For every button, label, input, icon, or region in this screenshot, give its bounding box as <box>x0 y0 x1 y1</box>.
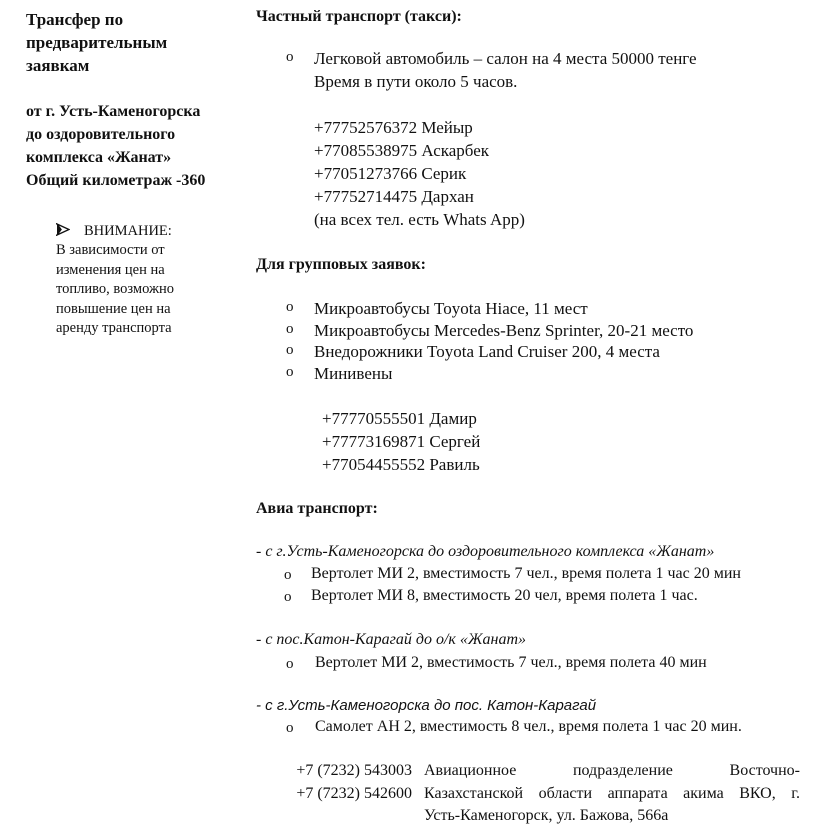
title-line: предварительным <box>26 33 168 52</box>
bullet-icon: o <box>286 656 294 672</box>
bullet-icon: o <box>286 299 294 315</box>
bullet-icon: o <box>286 720 294 736</box>
avia-item: Вертолет МИ 2, вместимость 7 чел., время полета 1 час 20 мин <box>311 565 741 582</box>
aviation-phones <box>262 760 412 805</box>
avia-route: - с г.Усть-Каменогорска до оздоровительного комплекса «Жанат» <box>256 543 715 560</box>
avia-route: - с г.Усть-Каменогорска до пос. Катон-Карагай <box>256 697 597 714</box>
phone-number: +7 (7232) 542600 <box>296 784 412 802</box>
warning-line: В зависимости от <box>56 242 165 258</box>
avia-item: Самолет АН 2, вместимость 8 чел., время полета 1 час 20 мин. <box>315 718 742 735</box>
bullet-icon: o <box>286 49 294 65</box>
route-line: Общий километраж -360 <box>26 172 206 189</box>
phone-number: +7 (7232) 543003 <box>296 762 412 779</box>
private-heading: Частный транспорт (такси): <box>256 8 462 25</box>
title-line: заявкам <box>26 56 90 75</box>
description-line: Авиационное подразделение Восточно- <box>424 762 800 779</box>
bullet-icon: o <box>286 364 294 380</box>
bullet-icon: o <box>286 321 294 337</box>
bullet-icon: o <box>284 567 292 583</box>
arrow-bullet-icon <box>56 221 84 241</box>
private-contact: +77085538975 Аскарбек <box>314 141 490 160</box>
warning-title: ВНИМАНИЕ: <box>84 223 172 239</box>
private-contact: +77752576372 Мейыр <box>314 118 473 137</box>
group-heading: Для групповых заявок: <box>256 256 426 273</box>
group-item: Внедорожники Toyota Land Cruiser 200, 4 места <box>314 342 660 361</box>
description-line: Усть-Каменогорск, ул. Бажова, 566а <box>424 807 669 824</box>
avia-item: Вертолет МИ 8, вместимость 20 чел, время полета 1 час. <box>311 587 698 604</box>
warning-text <box>56 241 226 339</box>
route-line: от г. Усть-Каменогорска <box>26 103 201 120</box>
group-item: Микроавтобусы Toyota Hiace, 11 мест <box>314 299 588 318</box>
bullet-icon: o <box>284 589 292 605</box>
group-item: Минивены <box>314 364 393 383</box>
avia-heading: Авиа транспорт: <box>256 500 378 517</box>
private-item-line: Легковой автомобиль – салон на 4 места 50000 тенге <box>314 49 697 68</box>
group-item: Микроавтобусы Mercedes-Benz Sprinter, 20-21 место <box>314 321 694 340</box>
private-contact: +77752714475 Дархан <box>314 187 474 206</box>
aviation-description <box>424 760 800 828</box>
private-item-line: Время в пути около 5 часов. <box>314 72 518 91</box>
warning-line: топливо, возможно <box>56 281 175 297</box>
bullet-icon: o <box>286 342 294 358</box>
warning-line: повышение цен на <box>56 300 171 317</box>
warning-line: изменения цен на <box>56 261 165 278</box>
group-contact: +77773169871 Сергей <box>322 432 481 451</box>
private-contact: +77051273766 Серик <box>314 164 467 183</box>
group-contact: +77054455552 Равиль <box>322 455 480 474</box>
avia-item: Вертолет МИ 2, вместимость 7 чел., время полета 40 мин <box>315 654 707 671</box>
avia-route: - с пос.Катон-Карагай до о/к «Жанат» <box>256 631 527 648</box>
route-info <box>26 100 241 192</box>
whatsapp-note: (на всех тел. есть Whats App) <box>314 210 525 229</box>
warning-line: аренду транспорта <box>56 320 172 336</box>
group-contact: +77770555501 Дамир <box>322 409 477 428</box>
warning-heading <box>56 221 172 241</box>
route-line: до оздоровительного <box>26 126 176 143</box>
description-line: Казахстанской области аппарата акима ВКО, г. <box>424 784 800 802</box>
title-line: Трансфер по <box>26 10 124 29</box>
page-title <box>26 8 226 77</box>
route-line: комплекса «Жанат» <box>26 149 172 166</box>
